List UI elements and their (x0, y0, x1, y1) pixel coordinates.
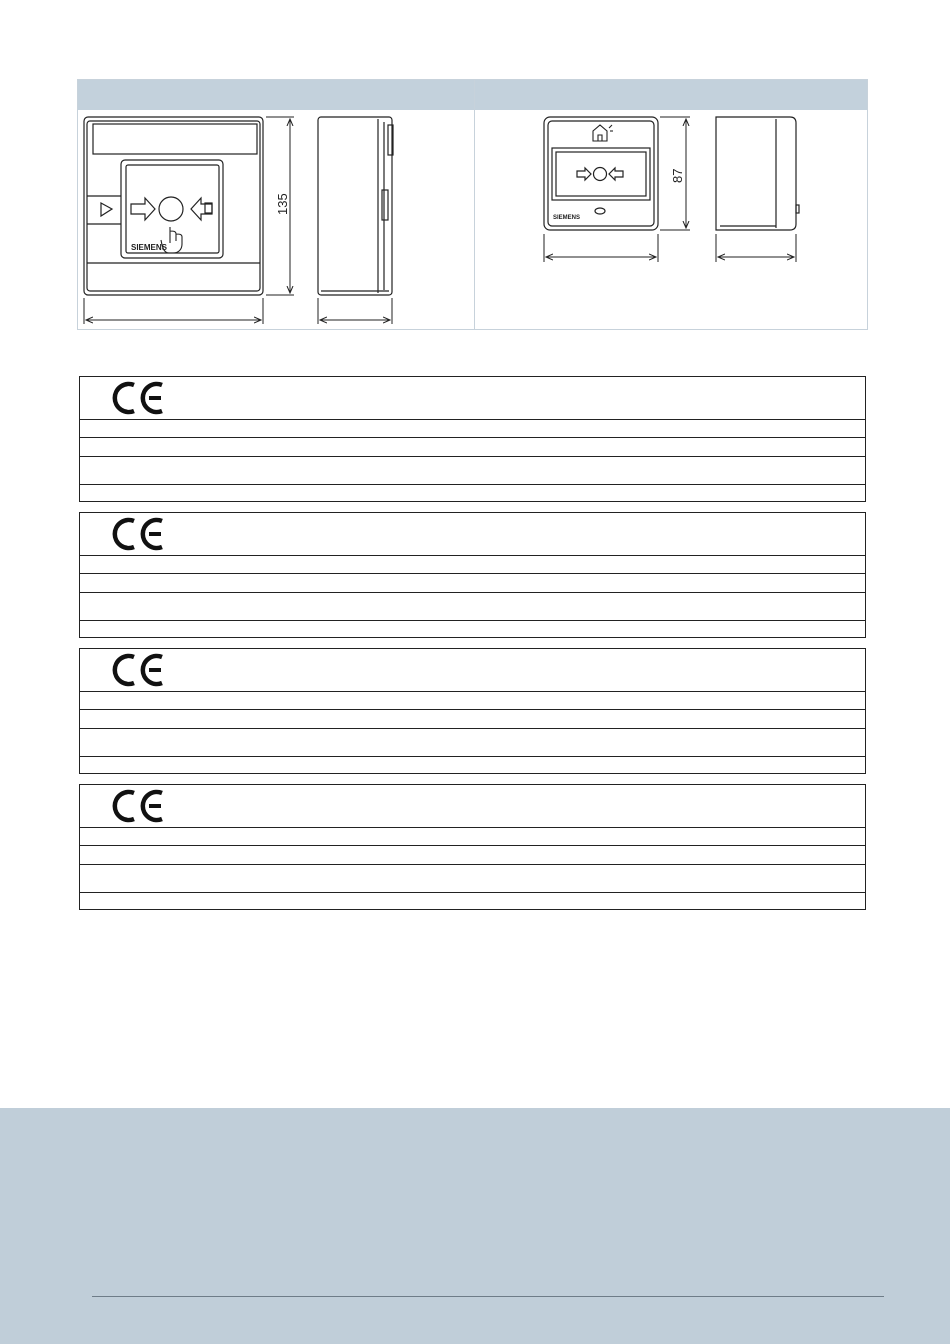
device-small-side-view (716, 117, 799, 230)
page-footer (0, 1108, 950, 1344)
ce-table-row (80, 456, 865, 484)
brand-label-large: SIEMENS (131, 243, 168, 252)
ce-table-row (80, 845, 865, 864)
ce-table-row (80, 573, 865, 592)
ce-table-1 (79, 376, 866, 502)
device-large-front-view (84, 117, 263, 295)
ce-table-row (80, 555, 865, 573)
ce-table-row (80, 419, 865, 437)
ce-table-row (80, 484, 865, 501)
ce-table-2 (79, 512, 866, 638)
ce-table-row (80, 592, 865, 620)
dimension-lines-small (544, 117, 796, 262)
device-small-front-view (544, 117, 658, 230)
brand-label-small: SIEMENS (553, 215, 581, 221)
footer-rule (92, 1296, 884, 1297)
device-large-side-view (318, 117, 393, 295)
height-label-small: 87 (670, 168, 685, 183)
ce-table-row-header (80, 649, 865, 691)
ce-table-4 (79, 784, 866, 910)
ce-table-row (80, 437, 865, 456)
house-alarm-icon (593, 125, 613, 141)
ce-table-row-header (80, 785, 865, 827)
ce-table-row-header (80, 377, 865, 419)
ce-table-row (80, 892, 865, 909)
ce-mark-icon (112, 517, 164, 551)
dimension-lines-large (84, 117, 392, 324)
ce-table-3 (79, 648, 866, 774)
ce-table-row (80, 709, 865, 728)
ce-mark-icon (112, 789, 164, 823)
ce-table-row (80, 691, 865, 709)
ce-table-row (80, 864, 865, 892)
dimension-drawings (0, 0, 950, 340)
ce-table-row-header (80, 513, 865, 555)
ce-table-row (80, 620, 865, 637)
ce-mark-icon (112, 653, 164, 687)
height-label-large: 135 (275, 193, 290, 215)
ce-table-row (80, 827, 865, 845)
ce-table-row (80, 756, 865, 773)
ce-table-row (80, 728, 865, 756)
ce-mark-icon (112, 381, 164, 415)
